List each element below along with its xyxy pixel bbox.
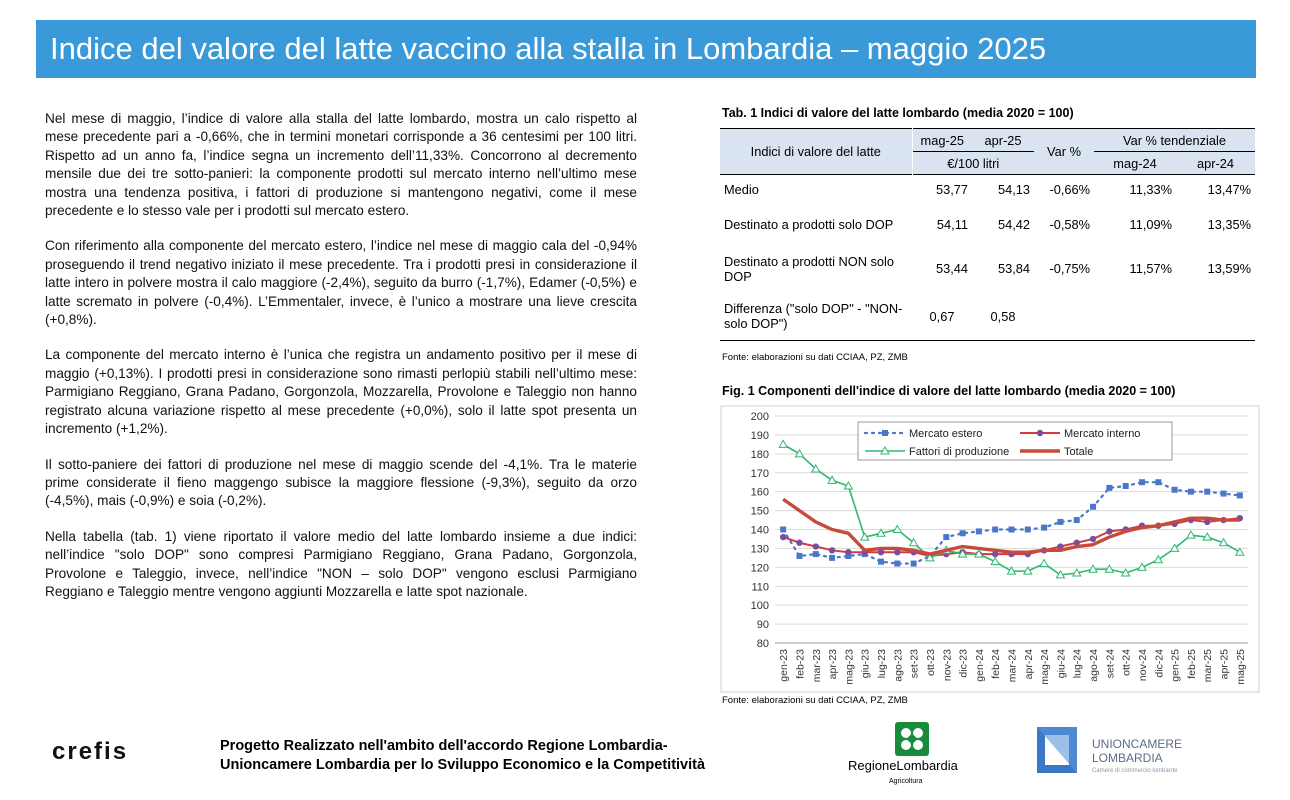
unioncamere-name: UNIONCAMERE LOMBARDIA xyxy=(1092,737,1183,765)
data-point xyxy=(1025,527,1031,533)
data-point xyxy=(1074,517,1080,523)
y-tick-label: 130 xyxy=(750,543,769,556)
cell-mag24: 11,09% xyxy=(1129,217,1172,232)
paragraph-1: Nel mese di maggio, l’indice di valore alla stalla del latte lombardo, mostra un calo rispetto al mese precedente pari a -0,66%, che in termini monetari corrisponde a 36 centesimi per 100 litri. Rispetto ad un anno fa, l’indice segna un incremento dell’11,33%. Concorrono al decremento mensile due dei tre sotto-panieri: la componente prodotti sul mercato interno nell’ultimo mese mostra una tendenza positiva, i fattori di produzione si mantengono negativi, come il mese precedente e lo stesso vale per i prodotti sul mercato estero. xyxy=(45,111,637,219)
x-tick-label: mag-25 xyxy=(1234,649,1247,685)
row-name: Destinato a prodotti NON solo DOP xyxy=(724,253,894,284)
data-point xyxy=(992,527,998,533)
cell-mag24 xyxy=(1094,293,1176,341)
data-point xyxy=(1237,492,1243,498)
data-point xyxy=(1204,489,1210,495)
y-tick-label: 120 xyxy=(750,562,769,575)
x-tick-label: ago-24 xyxy=(1088,649,1101,682)
legend-marker xyxy=(1037,430,1043,436)
table-source: Fonte: elaborazioni su dati CCIAA, PZ, ZMB xyxy=(722,352,908,363)
cell-apr25: 54,13 xyxy=(972,175,1034,205)
data-point xyxy=(1057,519,1063,525)
table-title: Tab. 1 Indici di valore del latte lombardo (media 2020 = 100) xyxy=(722,106,1074,120)
data-point xyxy=(813,551,819,557)
header-mag25: mag-25 xyxy=(912,129,972,152)
data-point xyxy=(976,528,982,534)
x-tick-label: lug-23 xyxy=(876,649,889,679)
footer-project-text xyxy=(220,737,705,775)
chart-legend xyxy=(858,422,1172,460)
data-point xyxy=(943,534,949,540)
x-tick-label: apr-24 xyxy=(1022,649,1035,680)
x-tick-label: gen-24 xyxy=(973,649,986,682)
table-row xyxy=(720,175,1255,205)
y-tick-label: 90 xyxy=(756,619,769,632)
data-point xyxy=(829,547,835,553)
data-point xyxy=(845,549,851,555)
x-tick-label: mar-24 xyxy=(1006,649,1019,683)
x-tick-label: giu-23 xyxy=(859,649,872,679)
cell-apr24: 13,47% xyxy=(1176,175,1255,205)
row-name: Differenza ("solo DOP" - "NON-solo DOP") xyxy=(720,293,912,341)
data-point xyxy=(894,561,900,567)
x-tick-label: mar-23 xyxy=(810,649,823,683)
cell-apr24: 13,59% xyxy=(1207,261,1251,276)
cell-mag25: 53,77 xyxy=(912,175,972,205)
page-title: Indice del valore del latte vaccino alla stalla in Lombardia – maggio 2025 xyxy=(50,31,1047,66)
data-point xyxy=(1123,483,1129,489)
table-header-row xyxy=(720,129,1255,152)
x-tick-label: apr-25 xyxy=(1218,649,1231,680)
cell-mag25: 0,67 xyxy=(912,293,972,341)
chart-source: Fonte: elaborazioni su dati CCIAA, PZ, ZMB xyxy=(722,695,908,706)
table-row xyxy=(720,245,1255,293)
cell-var: -0,75% xyxy=(1049,261,1090,276)
data-point xyxy=(1090,536,1096,542)
cell-mag24: 11,33% xyxy=(1094,175,1176,205)
y-tick-label: 160 xyxy=(750,486,769,499)
header-apr24: apr-24 xyxy=(1176,152,1255,175)
data-point xyxy=(780,534,786,540)
y-tick-label: 150 xyxy=(750,505,769,518)
legend-marker xyxy=(882,430,888,436)
legend-label: Fattori di produzione xyxy=(909,446,1010,458)
header-apr25: apr-25 xyxy=(972,129,1034,152)
data-point xyxy=(1139,479,1145,485)
y-tick-label: 140 xyxy=(750,524,769,537)
regione-lombardia-name: RegioneLombardia xyxy=(848,758,958,773)
line-chart xyxy=(720,405,1260,695)
paragraph-3: La componente del mercato interno è l’unica che registra un andamento positivo per il mese di maggio (+0,13%). I prodotti presi in considerazione sono rimasti perlopiù stabili nell’ultimo mese: Parmigiano Reggiano, Grana Padano, Gorgonzola, Mozzarella, Provolone e Taleggio non hanno registrato alcuna variazione rispetto al mese precedente (+0,0%), solo il latte spot presenta un incremento (+1,2%). xyxy=(45,347,637,437)
paragraph-2: Con riferimento alla componente del mercato estero, l’indice nel mese di maggio cala del -0,94% proseguendo il trend negativo iniziato il mese precedente. Tra i prodotti presi in considerazione il latte intero in polvere mostra il calo maggiore (-2,4%), seguito da burro (-1,7%), Edamer (-0,5%) e latte scremato in polvere (-0,4%). L’Emmentaler, invece, è l’unico a mostrare una lieve crescita (+0,8%). xyxy=(45,238,637,328)
x-tick-label: ott-23 xyxy=(924,649,937,676)
y-tick-label: 200 xyxy=(750,411,769,423)
cell-var: -0,66% xyxy=(1034,175,1094,205)
crefis-logo xyxy=(52,740,180,762)
row-name: Destinato a prodotti solo DOP xyxy=(724,217,894,232)
x-tick-label: set-24 xyxy=(1104,649,1117,679)
x-tick-label: giu-24 xyxy=(1055,649,1068,679)
x-tick-label: feb-23 xyxy=(794,649,807,679)
regione-lombardia-sub: Agricoltura xyxy=(889,778,923,785)
cell-var xyxy=(1034,293,1094,341)
data-point xyxy=(1172,487,1178,493)
y-tick-label: 180 xyxy=(750,448,769,461)
data-point xyxy=(796,540,802,546)
x-tick-label: feb-25 xyxy=(1185,649,1198,679)
data-point xyxy=(1106,528,1112,534)
cell-apr24 xyxy=(1176,293,1255,341)
x-tick-label: dic-24 xyxy=(1153,649,1166,678)
unioncamere-logo xyxy=(1036,726,1078,774)
x-tick-label: lug-24 xyxy=(1071,649,1084,679)
header-unit: €/100 litri xyxy=(912,152,1034,175)
cell-mag25: 54,11 xyxy=(936,217,968,232)
unioncamere-sub: Camere di commercio lombarde xyxy=(1092,768,1178,774)
data-point xyxy=(1090,504,1096,510)
data-point xyxy=(1221,491,1227,497)
body-text xyxy=(45,110,637,618)
x-tick-label: mag-23 xyxy=(843,649,856,685)
legend-label: Mercato estero xyxy=(909,428,983,440)
table-row xyxy=(720,293,1255,341)
footer-line-2: Unioncamere Lombardia per lo Sviluppo Economico e la Competitività xyxy=(220,757,706,773)
x-tick-label: gen-25 xyxy=(1169,649,1182,682)
y-tick-label: 190 xyxy=(750,429,769,442)
x-tick-label: set-23 xyxy=(908,649,921,679)
x-tick-label: mar-25 xyxy=(1202,649,1215,683)
x-tick-label: feb-24 xyxy=(990,649,1003,679)
cell-mag24: 11,57% xyxy=(1129,261,1172,276)
x-tick-label: mag-24 xyxy=(1039,649,1052,685)
header-var: Var % xyxy=(1034,129,1094,175)
legend-label: Totale xyxy=(1064,446,1094,458)
chart-title: Fig. 1 Componenti dell'indice di valore del latte lombardo (media 2020 = 100) xyxy=(722,384,1176,398)
footer-line-1: Progetto Realizzato nell'ambito dell'accordo Regione Lombardia- xyxy=(220,738,668,754)
data-point xyxy=(1188,489,1194,495)
data-point xyxy=(1041,525,1047,531)
table-row xyxy=(720,205,1255,245)
y-tick-label: 110 xyxy=(751,581,769,594)
data-point xyxy=(911,561,917,567)
x-tick-label: dic-23 xyxy=(957,649,970,678)
cell-var: -0,58% xyxy=(1049,217,1090,232)
cell-apr24: 13,35% xyxy=(1207,217,1251,232)
cell-apr25: 54,42 xyxy=(997,217,1030,232)
cell-apr25: 0,58 xyxy=(972,293,1034,341)
value-index-table xyxy=(720,128,1255,341)
x-tick-label: apr-23 xyxy=(827,649,840,680)
paragraph-4: Il sotto-paniere dei fattori di produzione nel mese di maggio scende del -4,1%. Tra le materie prime considerate il fieno maggengo subisce la maggiore flessione (-9,3%), seguito da orzo (-4,5%), mais (-0,9%) e soia (-0,2%). xyxy=(45,456,637,509)
data-point xyxy=(829,555,835,561)
x-tick-label: nov-23 xyxy=(941,649,954,682)
data-point xyxy=(813,543,819,549)
x-tick-label: ago-23 xyxy=(892,649,905,682)
header-label: Indici di valore del latte xyxy=(720,129,912,175)
data-point xyxy=(878,559,884,565)
header-tendenziale: Var % tendenziale xyxy=(1094,129,1255,152)
legend-label: Mercato interno xyxy=(1064,428,1141,440)
y-tick-label: 170 xyxy=(750,467,769,480)
data-point xyxy=(1009,527,1015,533)
x-tick-label: nov-24 xyxy=(1136,649,1149,682)
data-point xyxy=(780,527,786,533)
cell-mag25: 53,44 xyxy=(935,261,968,276)
data-point xyxy=(960,530,966,536)
crefis-logo-text: crefis xyxy=(52,740,129,762)
cell-apr25: 53,84 xyxy=(997,261,1030,276)
data-point xyxy=(1155,479,1161,485)
page-banner xyxy=(36,20,1256,78)
row-name: Medio xyxy=(720,175,912,205)
paragraph-5: Nella tabella (tab. 1) viene riportato il valore medio del latte lombardo insieme a due indici: nell’indice "solo DOP" sono compresi Parmigiano Reggiano, Grana Padano, Gorgonzola, Provolone e Taleggio, invece, nell’indice "NON – solo DOP" vengono esclusi Parmigiano Reggiano e Taleggio mentre vengono aggiunti Mozzarella e latte spot nazionale. xyxy=(45,528,637,599)
y-tick-label: 80 xyxy=(756,638,769,650)
x-tick-label: ott-24 xyxy=(1120,649,1133,676)
header-mag24: mag-24 xyxy=(1094,152,1176,175)
y-tick-label: 100 xyxy=(750,600,769,613)
data-point xyxy=(1106,485,1112,491)
regione-lombardia-logo xyxy=(895,722,929,756)
data-point xyxy=(796,553,802,559)
x-tick-label: gen-23 xyxy=(778,649,791,682)
